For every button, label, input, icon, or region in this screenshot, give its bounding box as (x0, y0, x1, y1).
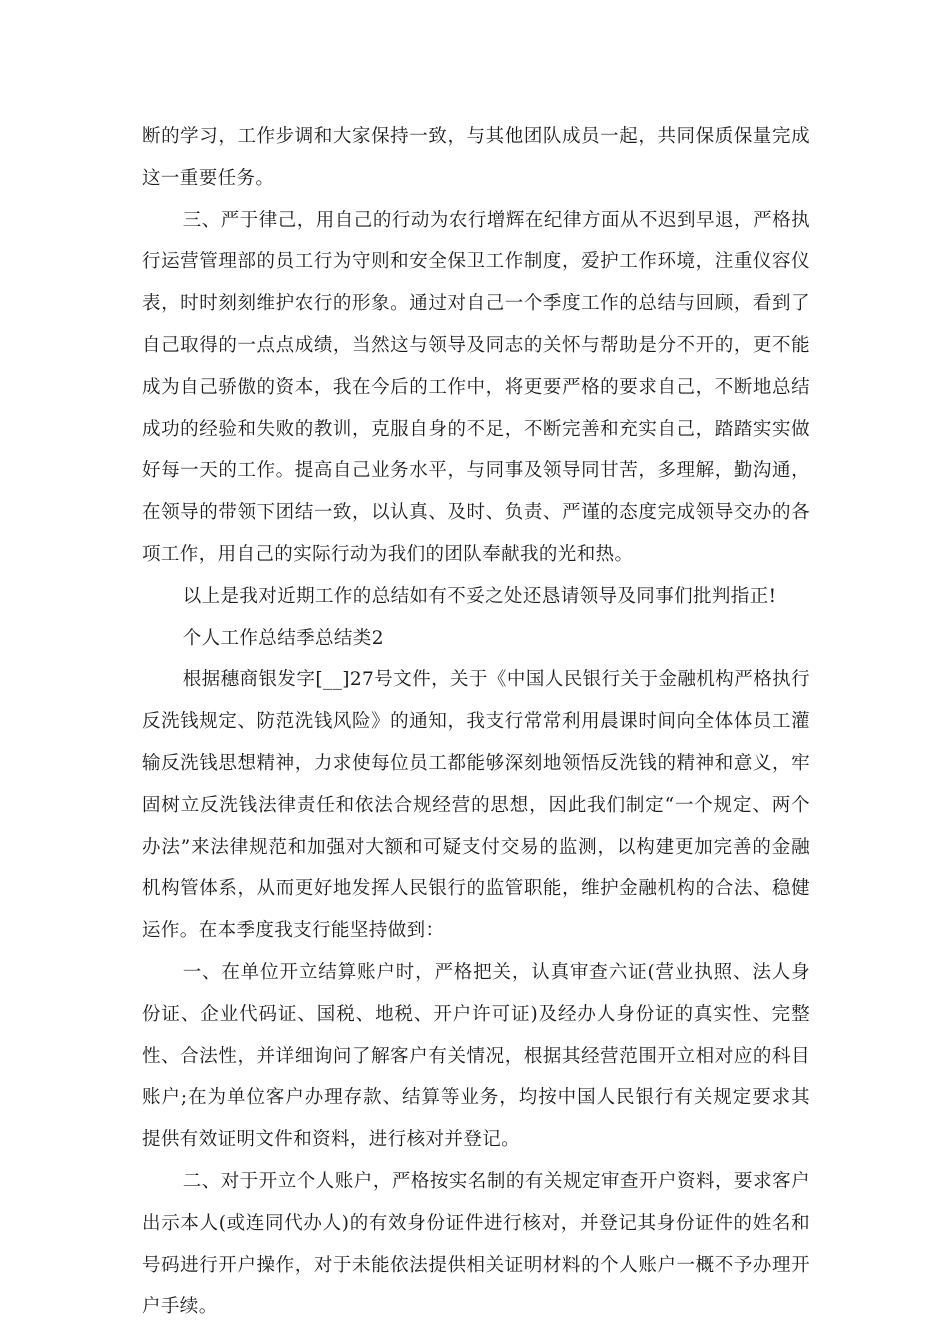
paragraph-personal-accounts: 二、对于开立个人账户，严格按实名制的有关规定审查开户资料，要求客户出示本人(或连同代办人)的有效身份证件进行核对，并登记其身份证件的姓名和号码进行开户操作，对于未能依法提供相关证明材料的个人账户一概不予办理开户手续。 (142, 1170, 810, 1318)
document-body (142, 116, 810, 1328)
paragraph-self-discipline: 三、严于律己，用自己的行动为农行增辉在纪律方面从不迟到早退，严格执行运营管理部的员工行为守则和安全保卫工作制度，爱护工作环境，注重仪容仪表，时时刻刻维护农行的形象。通过对自己一个季度工作的总结与回顾，看到了自己取得的一点点成绩，当然这与领导及同志的关怀与帮助是分不开的，更不能成为自己骄傲的资本，我在今后的工作中，将更要严格的要求自己，不断地总结成功的经验和失败的教训，克服自身的不足，不断完善和充实自己，踏踏实实做好每一天的工作。提高自己业务水平，与同事及领导同甘苦，多理解，勤沟通，在领导的带领下团结一致，以认真、及时、负责、严谨的态度完成领导交办的各项工作，用自己的实际行动为我们的团队奉献我的光和热。 (142, 209, 810, 565)
paragraph-aml-notice: 根据穗商银发字[__]27号文件，关于《中国人民银行关于金融机构严格执行反洗钱规定、防范洗钱风险》的通知，我支行常常利用晨课时间向全体体员工灌输反洗钱思想精神，力求使每位员工都能够深刻地领悟反洗钱的精神和意义，牢固树立反洗钱法律责任和依法合规经营的思想，因此我们制定“一个规定、两个办法”来法律规范和加强对大额和可疑支付交易的监测，以构建更加完善的金融机构管体系，从而更好地发挥人民银行的监管职能，维护金融机构的合法、稳健运作。在本季度我支行能坚持做到： (142, 669, 810, 942)
paragraph-continuation: 断的学习，工作步调和大家保持一致，与其他团队成员一起，共同保质保量完成这一重要任务。 (142, 126, 810, 189)
section-heading: 个人工作总结季总结类2 (182, 627, 384, 649)
paragraph-corporate-accounts: 一、在单位开立结算账户时，严格把关，认真审查六证(营业执照、法人身份证、企业代码证、国税、地税、开户许可证)及经办人身份证的真实性、完整性、合法性，并详细询问了解客户有关情况，根据其经营范围开立相对应的科目账户;在为单位客户办理存款、结算等业务，均按中国人民银行有关规定要求其提供有效证明文件和资料，进行核对并登记。 (142, 961, 810, 1151)
paragraph-closing-remark: 以上是我对近期工作的总结如有不妥之处还恳请领导及同事们批判指正! (182, 585, 777, 607)
